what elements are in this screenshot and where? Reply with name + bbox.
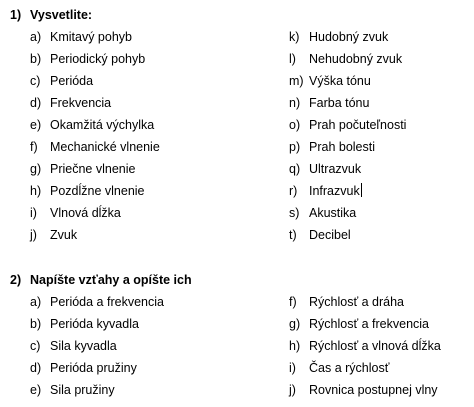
list-item: d) Perióda pružiny xyxy=(30,361,137,375)
list-item: r) Infrazvuk xyxy=(289,184,360,198)
list-item: n) Farba tónu xyxy=(289,96,370,110)
list-item: o) Prah počuteľnosti xyxy=(289,118,407,132)
list-item: c) Perióda xyxy=(30,74,94,88)
list-item: d) Frekvencia xyxy=(30,96,112,110)
section-2-heading xyxy=(10,272,192,288)
list-item: l) Nehudobný zvuk xyxy=(289,52,403,66)
list-item: p) Prah bolesti xyxy=(289,140,376,154)
list-item: s) Akustika xyxy=(289,206,357,220)
section-2-title: Napíšte vzťahy a opíšte ich xyxy=(30,273,192,287)
list-item: j) Zvuk xyxy=(30,228,78,242)
list-item: b) Perióda kyvadla xyxy=(30,317,139,331)
list-item: c) Sila kyvadla xyxy=(30,339,117,353)
list-item: e) Sila pružiny xyxy=(30,383,115,397)
list-item: g) Rýchlosť a frekvencia xyxy=(289,317,430,331)
list-item: h) Rýchlosť a vlnová dĺžka xyxy=(289,339,441,353)
list-item: a) Kmitavý pohyb xyxy=(30,30,132,44)
list-item: b) Periodický pohyb xyxy=(30,52,146,66)
list-item: j) Rovnica postupnej vlny xyxy=(289,383,438,397)
list-item: e) Okamžitá výchylka xyxy=(30,118,155,132)
list-item: f) Mechanické vlnenie xyxy=(30,140,160,154)
list-item: k) Hudobný zvuk xyxy=(289,30,389,44)
list-item: t) Decibel xyxy=(289,228,351,242)
list-item: m) Výška tónu xyxy=(289,74,371,88)
list-item: h) Pozdĺžne vlnenie xyxy=(30,184,145,198)
text-cursor xyxy=(361,183,362,197)
section-1-number: 1) xyxy=(10,8,22,22)
section-1-heading xyxy=(10,7,92,23)
list-item: g) Priečne vlnenie xyxy=(30,162,136,176)
list-item: f) Rýchlosť a dráha xyxy=(289,295,405,309)
list-item: a) Perióda a frekvencia xyxy=(30,295,164,309)
section-1-title: Vysvetlite: xyxy=(30,8,93,22)
list-item: i) Čas a rýchlosť xyxy=(289,361,390,375)
list-item: i) Vlnová dĺžka xyxy=(30,206,121,220)
section-2-number: 2) xyxy=(10,273,22,287)
list-item: q) Ultrazvuk xyxy=(289,162,362,176)
